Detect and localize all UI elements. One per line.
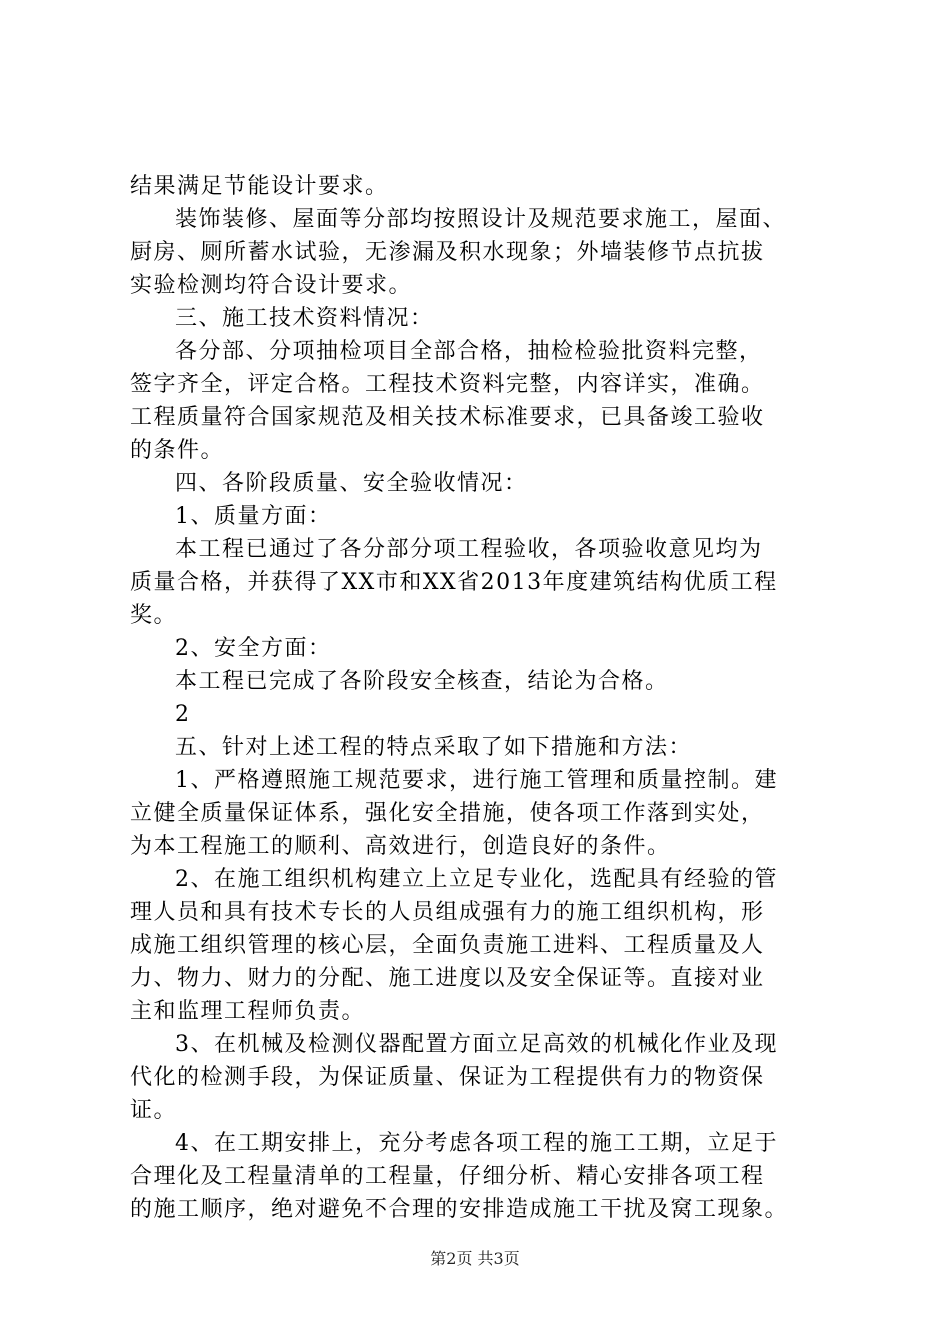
text-line: 1、严格遵照施工规范要求，进行施工管理和质量控制。建 [175,768,778,793]
text-line: 五、针对上述工程的特点采取了如下措施和方法： [175,735,693,760]
text-line: 厨房、厕所蓄水试验，无渗漏及积水现象；外墙装修节点抗拔 [130,240,765,265]
text-line: 2、安全方面： [175,636,332,661]
text-line: 成施工组织管理的核心层，全面负责施工进料、工程质量及人 [130,933,765,958]
text-line: 本工程已通过了各分部分项工程验收，各项验收意见均为 [175,537,763,562]
text-line: 1、质量方面： [175,504,332,529]
text-line: 力、物力、财力的分配、施工进度以及安全保证等。直接对业 [130,966,765,991]
text-line: 合理化及工程量清单的工程量，仔细分析、精心安排各项工程 [130,1164,765,1189]
text-line: 理人员和具有技术专长的人员组成强有力的施工组织机构，形 [130,900,765,925]
text-line: 结果满足节能设计要求。 [130,174,389,199]
text-line: 实验检测均符合设计要求。 [130,273,413,298]
text-line: 的施工顺序，绝对避免不合理的安排造成施工干扰及窝工现象。 [130,1197,789,1222]
text-line: 证。 [130,1098,178,1123]
text-line: 签字齐全，评定合格。工程技术资料完整，内容详实，准确。 [130,372,765,397]
text-line: 2 [175,702,191,727]
text-line: 三、施工技术资料情况： [175,306,434,331]
text-line: 主和监理工程师负责。 [130,999,366,1024]
text-line: 立健全质量保证体系，强化安全措施，使各项工作落到实处， [130,801,765,826]
document-body [130,170,830,1226]
text-line: 本工程已完成了各阶段安全核查，结论为合格。 [175,669,669,694]
text-line: 的条件。 [130,438,225,463]
text-line: 质量合格，并获得了XX市和XX省2013年度建筑结构优质工程 [130,570,778,595]
page-footer: 第2页 共3页 [430,1249,520,1268]
text-line: 代化的检测手段，为保证质量、保证为工程提供有力的物资保 [130,1065,765,1090]
text-line: 工程质量符合国家规范及相关技术标准要求，已具备竣工验收 [130,405,765,430]
text-line: 装饰装修、屋面等分部均按照设计及规范要求施工，屋面、 [175,207,787,232]
text-line: 为本工程施工的顺利、高效进行，创造良好的条件。 [130,834,671,859]
text-line: 4、在工期安排上，充分考虑各项工程的施工工期，立足于 [175,1131,778,1156]
text-line: 四、各阶段质量、安全验收情况： [175,471,528,496]
text-line: 3、在机械及检测仪器配置方面立足高效的机械化作业及现 [175,1032,778,1057]
text-line: 奖。 [130,603,178,628]
text-line: 各分部、分项抽检项目全部合格，抽检检验批资料完整， [175,339,763,364]
text-line: 2、在施工组织机构建立上立足专业化，选配具有经验的管 [175,867,778,892]
